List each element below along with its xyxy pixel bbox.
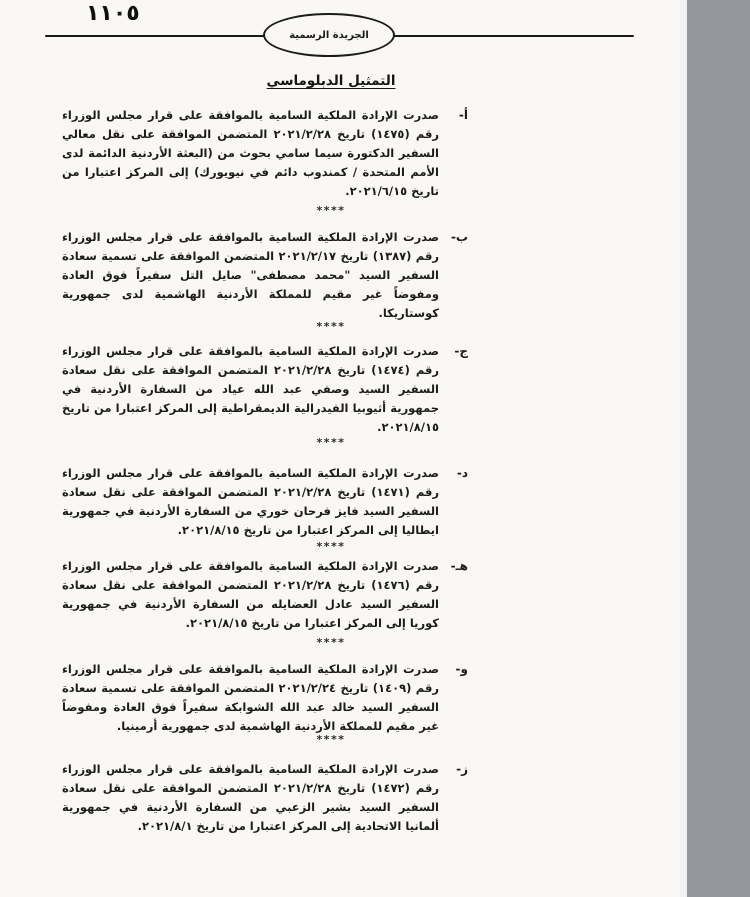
gazette-entry-c	[62, 342, 468, 437]
gazette-entry-a	[62, 106, 468, 201]
page-edge-shadow	[680, 0, 687, 897]
gazette-entry-g	[62, 760, 468, 836]
entry-label: ب-	[450, 230, 468, 244]
stars-separator: ****	[316, 204, 346, 217]
entry-label: هـ-	[450, 559, 468, 573]
stars-separator: ****	[316, 733, 346, 746]
gazette-entry-f	[62, 660, 468, 736]
stars-separator: ****	[316, 540, 346, 553]
entry-text: صدرت الإرادة الملكية السامية بالموافقة على قرار مجلس الوزراء رقم (١٣٨٧) تاريخ ٢٠٢١/٢/١٧ المتضمن الموافقة على تسمية سعادة السفير السيد "محمد مصطفى" صايل التل سفيراً فوق العادة ومفوضاً غير مقيم للمملكة الأردنية الهاشمية لدى جمهورية كوستاريكا.	[62, 230, 439, 320]
stars-separator: ****	[316, 436, 346, 449]
entry-label: أ-	[458, 108, 468, 122]
gazette-entry-d	[62, 464, 468, 540]
section-title-wrap	[0, 70, 662, 89]
entry-text: صدرت الإرادة الملكية السامية بالموافقة على قرار مجلس الوزراء رقم (١٤٧١) تاريخ ٢٠٢١/٢/٢٨ المتضمن الموافقة على نقل سعادة السفير السيد فايز فرحان خوري من السفارة الأردنية في جمهورية ايطاليا إلى المركز اعتبارا من تاريخ ٢٠٢١/٨/١٥.	[62, 466, 439, 537]
gazette-seal	[263, 13, 395, 57]
entry-label: ز-	[456, 762, 468, 776]
page-number: ١١٠٥	[86, 1, 140, 26]
stars-separator: ****	[316, 320, 346, 333]
entry-label: ج-	[454, 344, 468, 358]
section-title: التمثيل الدبلوماسي	[266, 73, 396, 89]
entry-text: صدرت الإرادة الملكية السامية بالموافقة على قرار مجلس الوزراء رقم (١٤٧٢) تاريخ ٢٠٢١/٢/٢٨ المتضمن الموافقة على نقل سعادة السفير السيد بشير الزعبي من السفارة الأردنية في جمهورية ألمانيا الاتحادية إلى المركز اعتبارا من تاريخ ٢٠٢١/٨/١.	[62, 762, 439, 833]
entry-text: صدرت الإرادة الملكية السامية بالموافقة على قرار مجلس الوزراء رقم (١٤٧٦) تاريخ ٢٠٢١/٢/٢٨ المتضمن الموافقة على نقل سعادة السفير السيد عادل العضايله من السفارة الأردنية في جمهورية كوريا إلى المركز اعتبارا من تاريخ ٢٠٢١/٨/١٥.	[62, 559, 439, 630]
gazette-seal-label: الجريدة الرسمية	[289, 29, 369, 41]
entry-label: د-	[456, 466, 468, 480]
entry-text: صدرت الإرادة الملكية السامية بالموافقة على قرار مجلس الوزراء رقم (١٤٠٩) تاريخ ٢٠٢١/٢/٢٤ المتضمن الموافقة على تسمية سعادة السفير السيد خالد عبد الله الشوابكة سفيراً فوق العادة ومفوضاً غير مقيم للمملكة الأردنية الهاشمية لدى جمهورية أرمينيا.	[62, 662, 439, 733]
gazette-entry-b	[62, 228, 468, 323]
stars-separator: ****	[316, 636, 346, 649]
entry-label: و-	[455, 662, 468, 676]
entry-text: صدرت الإرادة الملكية السامية بالموافقة على قرار مجلس الوزراء رقم (١٤٧٥) تاريخ ٢٠٢١/٢/٢٨ المتضمن الموافقة على نقل معالي السفير الدكتورة سيما سامي بحوث من (البعثة الأردنية الدائمة لدى الأمم المتحدة / كمندوب دائم في نيويورك) إلى المركز اعتبارا من تاريخ ٢٠٢١/٦/١٥.	[62, 108, 439, 198]
gazette-entry-e	[62, 557, 468, 633]
entry-text: صدرت الإرادة الملكية السامية بالموافقة على قرار مجلس الوزراء رقم (١٤٧٤) تاريخ ٢٠٢١/٢/٢٨ المتضمن الموافقة على نقل سعادة السفير السيد وصفي عبد الله عياد من السفارة الأردنية في جمهورية أثيوبيا الفيدرالية الديمقراطية إلى المركز اعتبارا من تاريخ ٢٠٢١/٨/١٥.	[62, 344, 439, 434]
